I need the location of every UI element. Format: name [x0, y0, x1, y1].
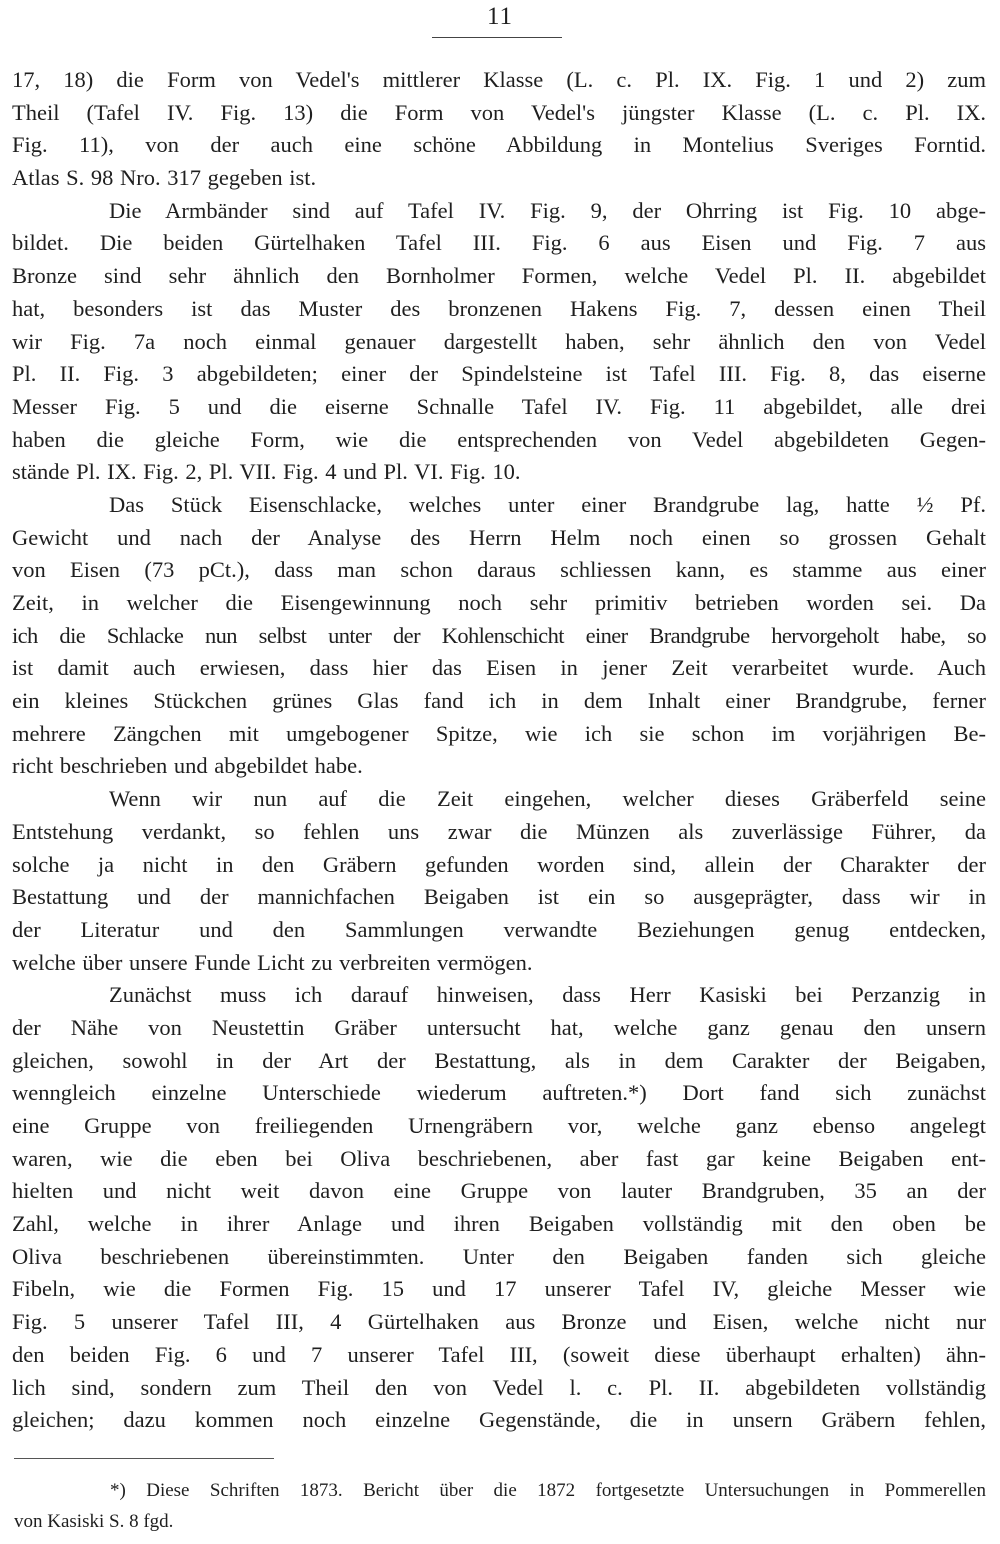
- text-line: hat, besonders ist das Muster des bronzenen Hakens Fig. 7, dessen einen Theil: [12, 295, 986, 321]
- text-line: gleichen, sowohl in der Art der Bestattung, als in dem Carakter der Beigaben,: [12, 1047, 986, 1073]
- text-line: welche über unsere Funde Licht zu verbreiten vermögen.: [12, 949, 533, 975]
- text-line: solche ja nicht in den Gräbern gefunden worden sind, allein der Charakter der: [12, 851, 986, 877]
- text-line: Oliva beschriebenen übereinstimmten. Unter den Beigaben fanden sich gleiche: [12, 1243, 986, 1269]
- text-line: ist damit auch erwiesen, dass hier das Eisen in jener Zeit verarbeitet wurde. Auch: [12, 655, 986, 681]
- text-line: Zeit, in welcher die Eisengewinnung noch sehr primitiv betrieben worden sei. Da: [12, 590, 986, 615]
- page-number: 11: [486, 3, 514, 30]
- text-line: Fibeln, wie die Formen Fig. 15 und 17 unserer Tafel IV, gleiche Messer wie: [12, 1276, 986, 1302]
- text-line: eine Gruppe von freiliegenden Urnengräbern vor, welche ganz ebenso angelegt: [12, 1113, 986, 1138]
- text-line: 17, 18) die Form von Vedel's mittlerer Klasse (L. c. Pl. IX. Fig. 1 und 2) zum: [12, 67, 986, 92]
- text-line: der Nähe von Neustettin Gräber untersucht hat, welche ganz genau den unsern: [12, 1014, 986, 1040]
- text-line: wenngleich einzelne Unterschiede wiederum auftreten.*) Dort fand sich zunächst: [12, 1080, 986, 1106]
- text-line: gleichen; dazu kommen noch einzelne Gegenstände, die in unsern Gräbern fehlen,: [12, 1407, 986, 1433]
- header-rule: [432, 37, 562, 38]
- text-line: wir Fig. 7a noch einmal genauer dargestellt haben, sehr ähnlich den von Vedel: [12, 328, 986, 354]
- text-line: waren, wie die eben bei Oliva beschriebenen, aber fast gar keine Beigaben ent-: [12, 1145, 986, 1171]
- text-line: Pl. II. Fig. 3 abgebildeten; einer der Spindelsteine ist Tafel III. Fig. 8, das eiserne: [12, 361, 986, 387]
- text-line: Das Stück Eisenschlacke, welches unter einer Brandgrube lag, hatte ½ Pf.: [109, 491, 986, 517]
- text-line: Wenn wir nun auf die Zeit eingehen, welcher dieses Gräberfeld seine: [109, 786, 986, 812]
- text-line: lich sind, sondern zum Theil den von Vedel l. c. Pl. II. abgebildeten vollständig: [12, 1374, 986, 1400]
- text-line: ich die Schlacke nun selbst unter der Kohlenschicht einer Brandgrube hervorgeholt habe, so: [12, 622, 986, 648]
- text-line: Zunächst muss ich darauf hinweisen, dass Herr Kasiski bei Perzanzig in: [109, 982, 986, 1008]
- text-line: Theil (Tafel IV. Fig. 13) die Form von Vedel's jüngster Klasse (L. c. Pl. IX.: [12, 99, 986, 125]
- text-line: mehrere Zängchen mit umgebogener Spitze, wie ich sie schon im vorjährigen Be-: [12, 720, 986, 746]
- footnote-line: *) Diese Schriften 1873. Bericht über die 1872 fortgesetzte Untersuchungen in Pommerellen: [110, 1480, 986, 1501]
- footnote: [14, 1475, 986, 1537]
- text-line: von Eisen (73 pCt.), dass man schon daraus schliessen kann, es stamme aus einer: [12, 557, 986, 583]
- text-line: Die Armbänder sind auf Tafel IV. Fig. 9, der Ohrring ist Fig. 10 abge-: [109, 197, 986, 223]
- text-line: Zahl, welche in ihrer Anlage und ihren Beigaben vollständig mit den oben be: [12, 1211, 986, 1237]
- text-line: Atlas S. 98 Nro. 317 gegeben ist.: [12, 165, 317, 191]
- text-line: Bronze sind sehr ähnlich den Bornholmer Formen, welche Vedel Pl. II. abgebildet: [12, 263, 986, 289]
- text-line: der Literatur und den Sammlungen verwandte Beziehungen genug entdecken,: [12, 916, 986, 942]
- footnote-rule: [14, 1458, 274, 1459]
- text-line: Fig. 11), von der auch eine schöne Abbildung in Montelius Sveriges Forntid.: [12, 132, 986, 158]
- text-line: Messer Fig. 5 und die eiserne Schnalle Tafel IV. Fig. 11 abgebildet, alle drei: [12, 393, 986, 419]
- text-line: hielten und nicht weit davon eine Gruppe von lauter Brandgruben, 35 an der: [12, 1178, 986, 1204]
- footnote-line: von Kasiski S. 8 fgd.: [14, 1511, 174, 1532]
- text-line: den beiden Fig. 6 und 7 unserer Tafel III, (soweit diese überhaupt erhalten) ähn-: [12, 1341, 986, 1367]
- text-line: Fig. 5 unserer Tafel III, 4 Gürtelhaken aus Bronze und Eisen, welche nicht nur: [12, 1309, 986, 1335]
- text-line: stände Pl. IX. Fig. 2, Pl. VII. Fig. 4 und Pl. VI. Fig. 10.: [12, 459, 521, 485]
- text-line: Bestattung und der mannichfachen Beigaben ist ein so ausgeprägter, dass wir in: [12, 884, 986, 910]
- text-line: richt beschrieben und abgebildet habe.: [12, 753, 363, 779]
- text-line: Gewicht und nach der Analyse des Herrn Helm noch einen so grossen Gehalt: [12, 524, 986, 550]
- body-text: [12, 64, 986, 1437]
- text-line: Entstehung verdankt, so fehlen uns zwar die Münzen als zuverlässige Führer, da: [12, 818, 986, 844]
- text-line: bildet. Die beiden Gürtelhaken Tafel III. Fig. 6 aus Eisen und Fig. 7 aus: [12, 230, 986, 256]
- text-line: ein kleines Stückchen grünes Glas fand ich in dem Inhalt einer Brandgrube, ferner: [12, 688, 986, 714]
- text-line: haben die gleiche Form, wie die entsprechenden von Vedel abgebildeten Gegen-: [12, 426, 986, 452]
